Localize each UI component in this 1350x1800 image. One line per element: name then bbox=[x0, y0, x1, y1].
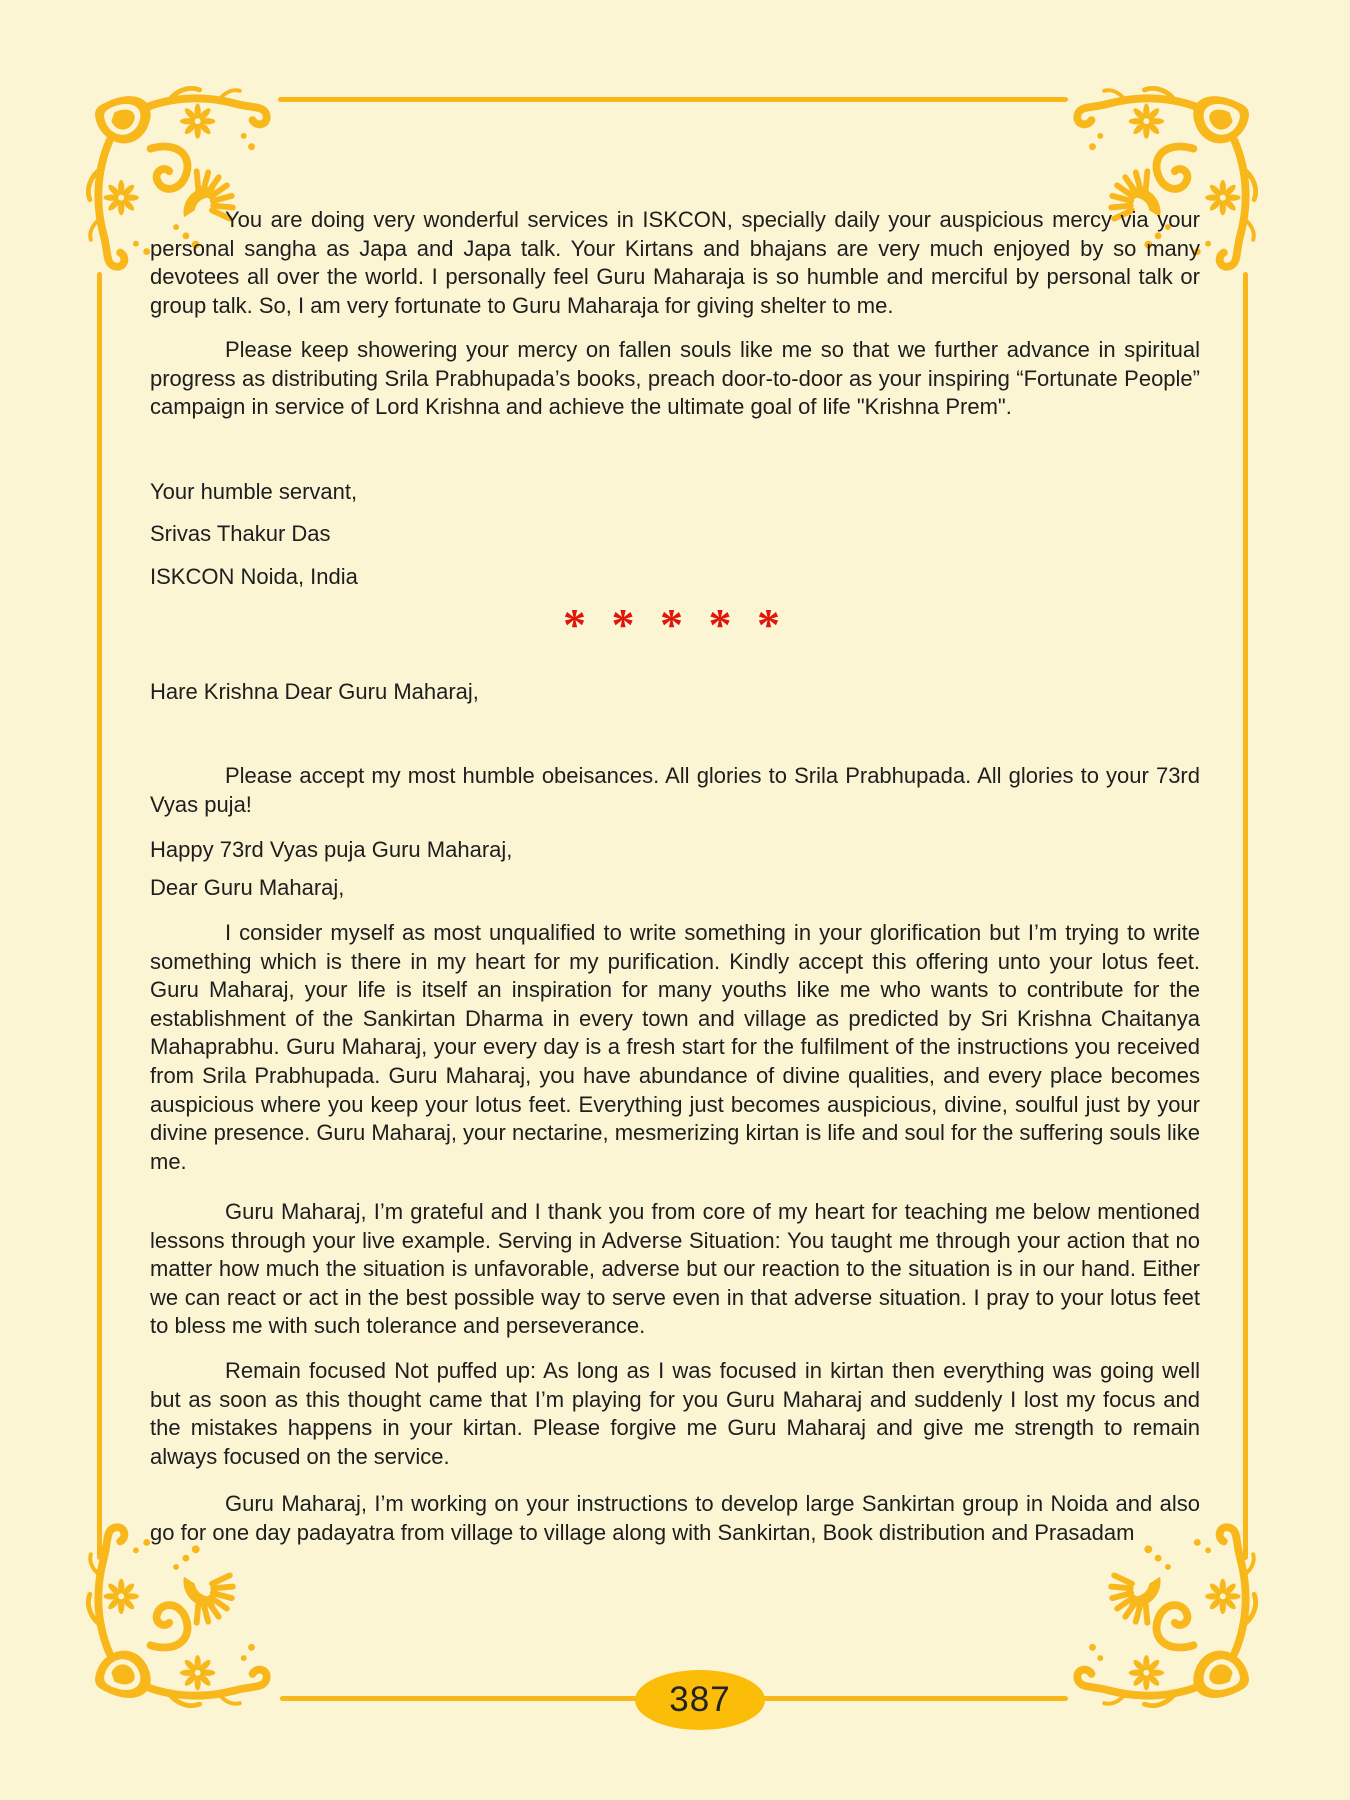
letter-closing: Your humble servant, bbox=[150, 479, 358, 504]
line-dear-guru-maharaj: Dear Guru Maharaj, bbox=[150, 875, 345, 900]
frame-border-right bbox=[1243, 272, 1248, 1560]
letter-text-column bbox=[150, 0, 1200, 1800]
page-number-badge bbox=[635, 1670, 765, 1730]
paragraph-obeisances: Please accept my most humble obeisances. All glories to Srila Prabhupada. All glories to your 73rd Vyas puja! bbox=[150, 763, 1200, 817]
paragraph-consider: I consider myself as most unqualified to write something in your glorification but I’m trying to write something which is there in my heart for my purification. Kindly accept this offering unto your lotus feet. Guru Maharaj, your life is itself an inspiration for many youths like me who wants to contribute for the establishment of the Sankirtan Dharma in every town and village as predicted by Sri Krishna Chaitanya Mahaprabhu. Guru Maharaj, your every day is a fresh start for the fulfilment of the instructions you received from Srila Prabhupada. Guru Maharaj, you have abundance of divine qualities, and every place becomes auspicious where you keep your lotus feet. Everything just becomes auspicious, divine, soulful just by your divine presence. Guru Maharaj, your nectarine, mesmerizing kirtan is life and soul for the suffering souls like me. bbox=[150, 920, 1200, 1174]
paragraph-grateful: Guru Maharaj, I’m grateful and I thank you from core of my heart for teaching me below mentioned lessons through your live example. Serving in Adverse Situation: You taught me through your action that no matter how much the situation is unfavorable, adverse but our reaction to the situation is in our hand. Either we can react or act in the best possible way to serve even in that adverse situation. I pray to your lotus feet to bless me with such tolerance and perseverance. bbox=[150, 1199, 1200, 1339]
paragraph-focused: Remain focused Not puffed up: As long as I was focused in kirtan then everything was going well but as soon as this thought came that I’m playing for you Guru Maharaj and suddenly I lost my focus and the mistakes happens in your kirtan. Please forgive me Guru Maharaj and give me strength to remain always focused on the service. bbox=[150, 1358, 1200, 1469]
frame-border-left bbox=[97, 272, 102, 1560]
line-happy-vyas-puja: Happy 73rd Vyas puja Guru Maharaj, bbox=[150, 837, 513, 862]
page-number: 387 bbox=[669, 1680, 731, 1719]
paragraph-working: Guru Maharaj, I’m working on your instructions to develop large Sankirtan group in Noida and also go for one day padayatra from village to village along with Sankirtan, Book distribution and Prasadam bbox=[150, 1491, 1200, 1545]
paragraph-mercy: Please keep showering your mercy on fallen souls like me so that we further advance in spiritual progress as distributing Srila Prabhupada’s books, preach door-to-door as your inspiring “Fortunate People” campaign in service of Lord Krishna and achieve the ultimate goal of life "Krishna Prem". bbox=[150, 337, 1200, 420]
letter-signature: Srivas Thakur Das bbox=[150, 521, 331, 546]
paragraph-services: You are doing very wonderful services in ISKCON, specially daily your auspicious mercy via your personal sangha as Japa and Japa talk. Your Kirtans and bhajans are very much enjoyed by so many devotees all over the world. I personally feel Guru Maharaja is so humble and merciful by personal talk or group talk. So, I am very fortunate to Guru Maharaja for giving shelter to me. bbox=[150, 207, 1200, 318]
section-separator bbox=[150, 599, 1200, 650]
asterisk-divider: * * * * * bbox=[563, 599, 787, 650]
letter-location: ISKCON Noida, India bbox=[150, 564, 358, 589]
letter-salutation: Hare Krishna Dear Guru Maharaj, bbox=[150, 679, 479, 704]
